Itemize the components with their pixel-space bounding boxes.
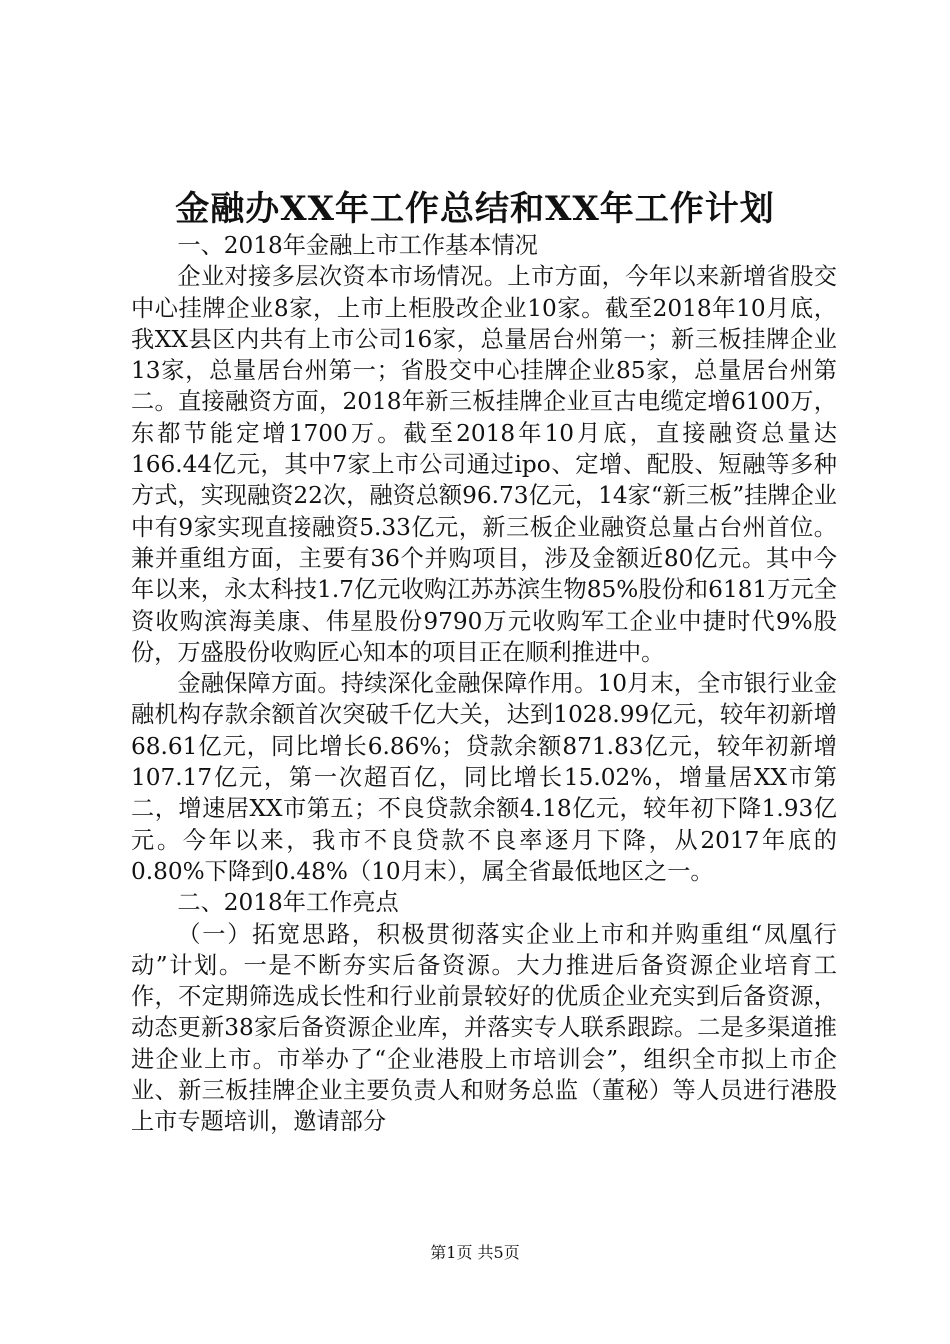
- page-footer: 第1页 共5页: [430, 1243, 520, 1262]
- section-heading-1: 一、2018年金融上市工作基本情况: [177, 232, 538, 259]
- paragraph-financial-support: 金融保障方面。持续深化金融保障作用。10月末，全市银行业金融机构存款余额首次突破千亿大关，达到1028.99亿元，较年初新增68.61亿元，同比增长6.86%；贷款余额871.83亿元，较年初新增107.17亿元，第一次超百亿，同比增长15.02%，增量居XX市第二，增速居XX市第五；不良贷款余额4.18亿元，较年初下降1.93亿元。今年以来，我市不良贷款不良率逐月下降，从2017年底的0.80%下降到0.48%（10月末），属全省最低地区之一。: [131, 670, 837, 885]
- paragraph-highlights: （一）拓宽思路，积极贯彻落实企业上市和并购重组“凤凰行动”计划。一是不断夯实后备资源。大力推进后备资源企业培育工作，不定期筛选成长性和行业前景较好的优质企业充实到后备资源，动态更新38家后备资源企业库，并落实专人联系跟踪。二是多渠道推进企业上市。市举办了“企业港股上市培训会”，组织全市拟上市企业、新三板挂牌企业主要负责人和财务总监（董秘）等人员进行港股上市专题培训，邀请部分: [131, 920, 837, 1136]
- document-title: 金融办XX年工作总结和XX年工作计划: [175, 189, 775, 229]
- paragraph-listing-overview: 企业对接多层次资本市场情况。上市方面，今年以来新增省股交中心挂牌企业8家，上市上柜股改企业10家。截至2018年10月底，我XX县区内共有上市公司16家，总量居台州第一；新三板挂牌企业13家，总量居台州第一；省股交中心挂牌企业85家，总量居台州第二。直接融资方面，2018年新三板挂牌企业亘古电缆定增6100万，东都节能定增1700万。截至2018年10月底，直接融资总量达166.44亿元，其中7家上市公司通过ipo、定增、配股、短融等多种方式，实现融资22次，融资总额96.73亿元，14家“新三板”挂牌企业中有9家实现直接融资5.33亿元，新三板企业融资总量占台州首位。兼并重组方面，主要有36个并购项目，涉及金额近80亿元。其中今年以来，永太科技1.7亿元收购江苏苏滨生物85%股份和6181万元全资收购滨海美康、伟星股份9790万元收购军工企业中捷时代9%股份，万盛股份收购匠心知本的项目正在顺利推进中。: [131, 263, 837, 666]
- section-heading-2: 二、2018年工作亮点: [177, 889, 399, 917]
- document-body: [131, 230, 837, 1138]
